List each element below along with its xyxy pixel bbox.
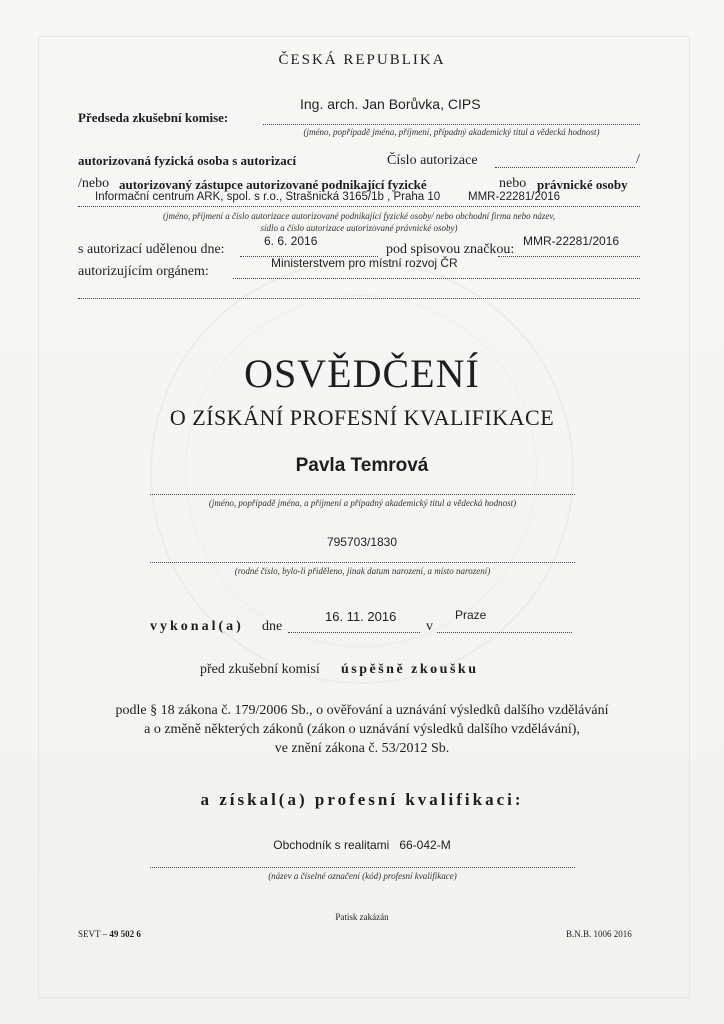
holder-birth-line (150, 562, 575, 563)
holder-birth-caption: (rodné číslo, bylo-li přiděleno, jinak datum narození, a místo narození) (234, 566, 491, 576)
footer-right-code: B.N.B. 1006 2016 (566, 929, 632, 939)
rep-number: MMR-22281/2016 (468, 191, 561, 203)
exam-place-line (437, 632, 572, 633)
law-line-1: podle § 18 zákona č. 179/2006 Sb., o ověřování a uznávání výsledků dalšího vzdělávání (115, 703, 609, 718)
footer-left-code-prefix: SEVT – (78, 929, 110, 939)
law-line-2: a o změně některých zákonů (zákon o uznávání výsledků dalšího vzdělávání), (144, 722, 580, 737)
place-label: v (426, 619, 433, 634)
file-label: pod spisovou značkou: (386, 242, 515, 257)
chair-line (263, 124, 640, 125)
authority-label: autorizujícím orgánem: (78, 264, 209, 279)
qualification-heading: a získal(a) profesní kvalifikaci: (200, 790, 524, 809)
chair-name: Ing. arch. Jan Borůvka, CIPS (300, 96, 481, 112)
country-title: ČESKÁ REPUBLIKA (278, 52, 446, 68)
rep-caption-1: (jméno, příjmení a číslo autorizace autorizované podnikající fyzické osoby/ nebo obchodní firma nebo název, (162, 211, 555, 221)
footer-left-code (78, 929, 141, 939)
authority-value: Ministerstvem pro místní rozvoj ČR (271, 256, 458, 270)
rep-value: Informační centrum ARK, spol. s r.o., Strašnická 3165/1b , Praha 10 (95, 191, 441, 203)
granted-label: s autorizací udělenou dne: (78, 242, 225, 257)
auth-number-slash: / (636, 152, 640, 167)
did-label: vykonal(a) (150, 619, 244, 634)
qualification-line (150, 867, 575, 868)
qualification-value: Obchodník s realitami 66-042-M (273, 838, 451, 852)
auth-number-line (495, 167, 635, 168)
chair-caption: (jméno, popřípadě jména, příjmení, případný akademický titul a vědecká hodnost) (303, 127, 600, 137)
exam-date: 16. 11. 2016 (325, 609, 397, 624)
certificate-subtitle: O ZÍSKÁNÍ PROFESNÍ KVALIFIKACE (169, 405, 555, 430)
holder-name-line (150, 494, 575, 495)
or-word: nebo (499, 176, 527, 191)
law-line-3: ve znění zákona č. 53/2012 Sb. (274, 741, 450, 756)
authority-line (233, 278, 640, 279)
rep-line (78, 206, 640, 207)
or-prefix: /nebo (78, 176, 110, 191)
file-line (498, 256, 640, 257)
footer-left-code-number: 49 502 6 (109, 929, 141, 939)
exam-place: Praze (455, 608, 487, 622)
auth-rep-label: autorizovaný zástupce autorizované podnikající fyzické (119, 177, 427, 192)
success-label: úspěšně zkoušku (341, 662, 479, 677)
date-label: dne (262, 619, 283, 634)
rep-caption-2: sídlo a číslo autorizace autorizované právnické osoby) (260, 223, 458, 233)
chair-label: Předseda zkušební komise: (78, 110, 229, 125)
blank-line (78, 298, 640, 299)
legal-person-label: právnické osoby (537, 177, 628, 192)
auth-person-label: autorizovaná fyzická osoba s autorizací (78, 153, 297, 168)
file-value: MMR-22281/2016 (523, 234, 620, 248)
holder-birth: 795703/1830 (326, 535, 398, 549)
exam-date-line (288, 632, 420, 633)
holder-name: Pavla Temrová (295, 455, 429, 476)
certificate-title: OSVĚDČENÍ (244, 351, 480, 396)
reprint-note: Patisk zakázán (335, 912, 389, 922)
holder-name-caption: (jméno, popřípadě jména, a příjmení a případný akademický titul a vědecká hodnost) (208, 498, 517, 508)
qualification-caption: (název a číselné označení (kód) profesní kvalifikace) (268, 871, 457, 881)
granted-date: 6. 6. 2016 (264, 234, 318, 248)
auth-number-label: Číslo autorizace (387, 153, 478, 168)
before-label: před zkušební komisí (200, 662, 320, 677)
